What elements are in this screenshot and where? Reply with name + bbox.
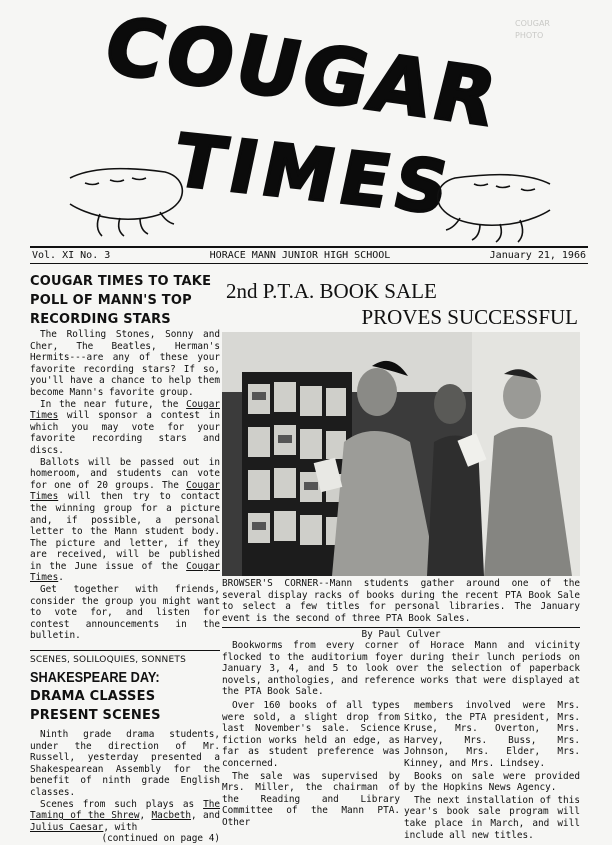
masthead-line1: COUGAR <box>95 0 510 145</box>
paper-name: Cougar Times <box>30 560 220 584</box>
poll-story-paragraph: The Rolling Stones, Sonny and Cher, The Beatles, Herman's Hermits---are any of these your favorite recording stars? If so, you'll have a chance to help them become Mann's favorite group. <box>30 329 220 398</box>
column-divider <box>30 650 220 651</box>
masthead-line2: TIMES <box>166 119 462 232</box>
poll-story-headline: COUGAR TIMES TO TAKE POLL OF MANN'S TOP RECORDING STARS <box>30 274 212 327</box>
poll-story-paragraph: Ballots will be passed out in homeroom, and students can vote for one of 20 groups. The Cougar Times will then try to contact the winning group for a picture and, if possible, a personal letter to the Mann student body. The picture and letter, if they are received, will be published in the June issue of the Cougar Times. <box>30 456 220 584</box>
book-sale-lead <box>222 640 580 699</box>
continued-note: (continued on page 4) <box>101 833 220 845</box>
volume-number: Vol. XI No. 3 <box>32 250 111 261</box>
school-name: HORACE MANN JUNIOR HIGH SCHOOL <box>209 250 391 261</box>
byline: By Paul Culver <box>222 627 580 641</box>
drama-story-body <box>30 729 220 845</box>
book-sale-paragraph: Over 160 books of all types were sold, a slight drop from last November's sale. Science fiction works held an edge, as far as student preference was concerned. <box>222 700 400 769</box>
drama-story-headline-line3: PRESENT SCENES <box>30 708 161 724</box>
book-sale-paragraph: The sale was supervised by Mrs. Miller, the chairman of the Reading and Library Committee of the Mann PTA. Other <box>222 770 400 828</box>
book-sale-headline-line2: PROVES SUCCESSFUL <box>361 305 578 329</box>
masthead <box>70 0 550 238</box>
book-sale-headline-line1: 2nd P.T.A. BOOK SALE <box>226 279 437 303</box>
drama-story-paragraph: Ninth grade drama students, under the direction of Mr. Russell, yesterday presented a Shakespearean Assembly for the benefit of ninth grade English classes. <box>30 729 220 798</box>
paper-name: Cougar Times <box>30 398 220 422</box>
play-title: Macbeth <box>151 810 192 822</box>
drama-story-kicker: SCENES, SOLILOQUIES, SONNETS <box>30 655 186 666</box>
book-sale-column-1 <box>222 700 400 830</box>
drama-story-headline-line1: SHAKESPEARE DAY: <box>30 669 160 687</box>
poll-story-paragraph: Get together with friends, consider the group you might want to vote for, and listen for contest announcements in the bulletin. <box>30 584 220 642</box>
masthead-logo <box>70 0 550 238</box>
book-sale-paragraph: Books on sale were provided by the Hopkins News Agency. <box>404 770 580 794</box>
book-sale-headline <box>226 278 578 330</box>
play-title: The Taming of the Shrew <box>30 798 220 822</box>
poll-story-body <box>30 329 220 642</box>
left-column <box>30 272 220 845</box>
issue-date: January 21, 1966 <box>489 250 586 261</box>
book-sale-photo <box>222 332 580 576</box>
drama-story-paragraph: Scenes from such plays as The Taming of the Shrew, Macbeth, and Julius Caesar, with <box>30 798 220 833</box>
photo-caption: BROWSER'S CORNER--Mann students gather around one of the several display racks of books during the recent PTA Book Sale to select a few titles for personal libraries. The January event is the second of three PTA Book Sales. <box>222 578 580 624</box>
poll-story-paragraph: In the near future, the Cougar Times will sponsor a contest in which you may vote for your favorite recording stars and discs. <box>30 398 220 456</box>
play-title: Julius Caesar <box>30 821 104 833</box>
issue-info-bar <box>30 246 588 264</box>
paper-name: Cougar Times <box>30 479 220 503</box>
bleed-through-text: COUGAR PHOTO <box>515 19 550 40</box>
book-sale-column-2 <box>404 700 580 842</box>
book-sale-paragraph: The next installation of this year's book sale program will take place in March, and will include all new titles. <box>404 794 580 841</box>
book-sale-paragraph: members involved were Mrs. Sitko, the PTA president, Mrs. Kruse, Mrs. Overton, Mrs. Harvey, Mrs. Buss, Mrs. Johnson, Mrs. Elder, Mrs. Kinney, and Mrs. Lindsey. <box>404 700 580 769</box>
drama-story-headline-line2: DRAMA CLASSES <box>30 689 156 705</box>
left-paw-illustration <box>70 169 182 236</box>
book-sale-paragraph: Bookworms from every corner of Horace Mann and vicinity flocked to the auditorium foyer during their lunch periods on January 3, 4, and 5 to look over the selection of paperback novels, anthologies, and reference works that were displayed at the PTA Book Sale. <box>222 640 580 698</box>
right-paw-illustration <box>438 175 550 242</box>
